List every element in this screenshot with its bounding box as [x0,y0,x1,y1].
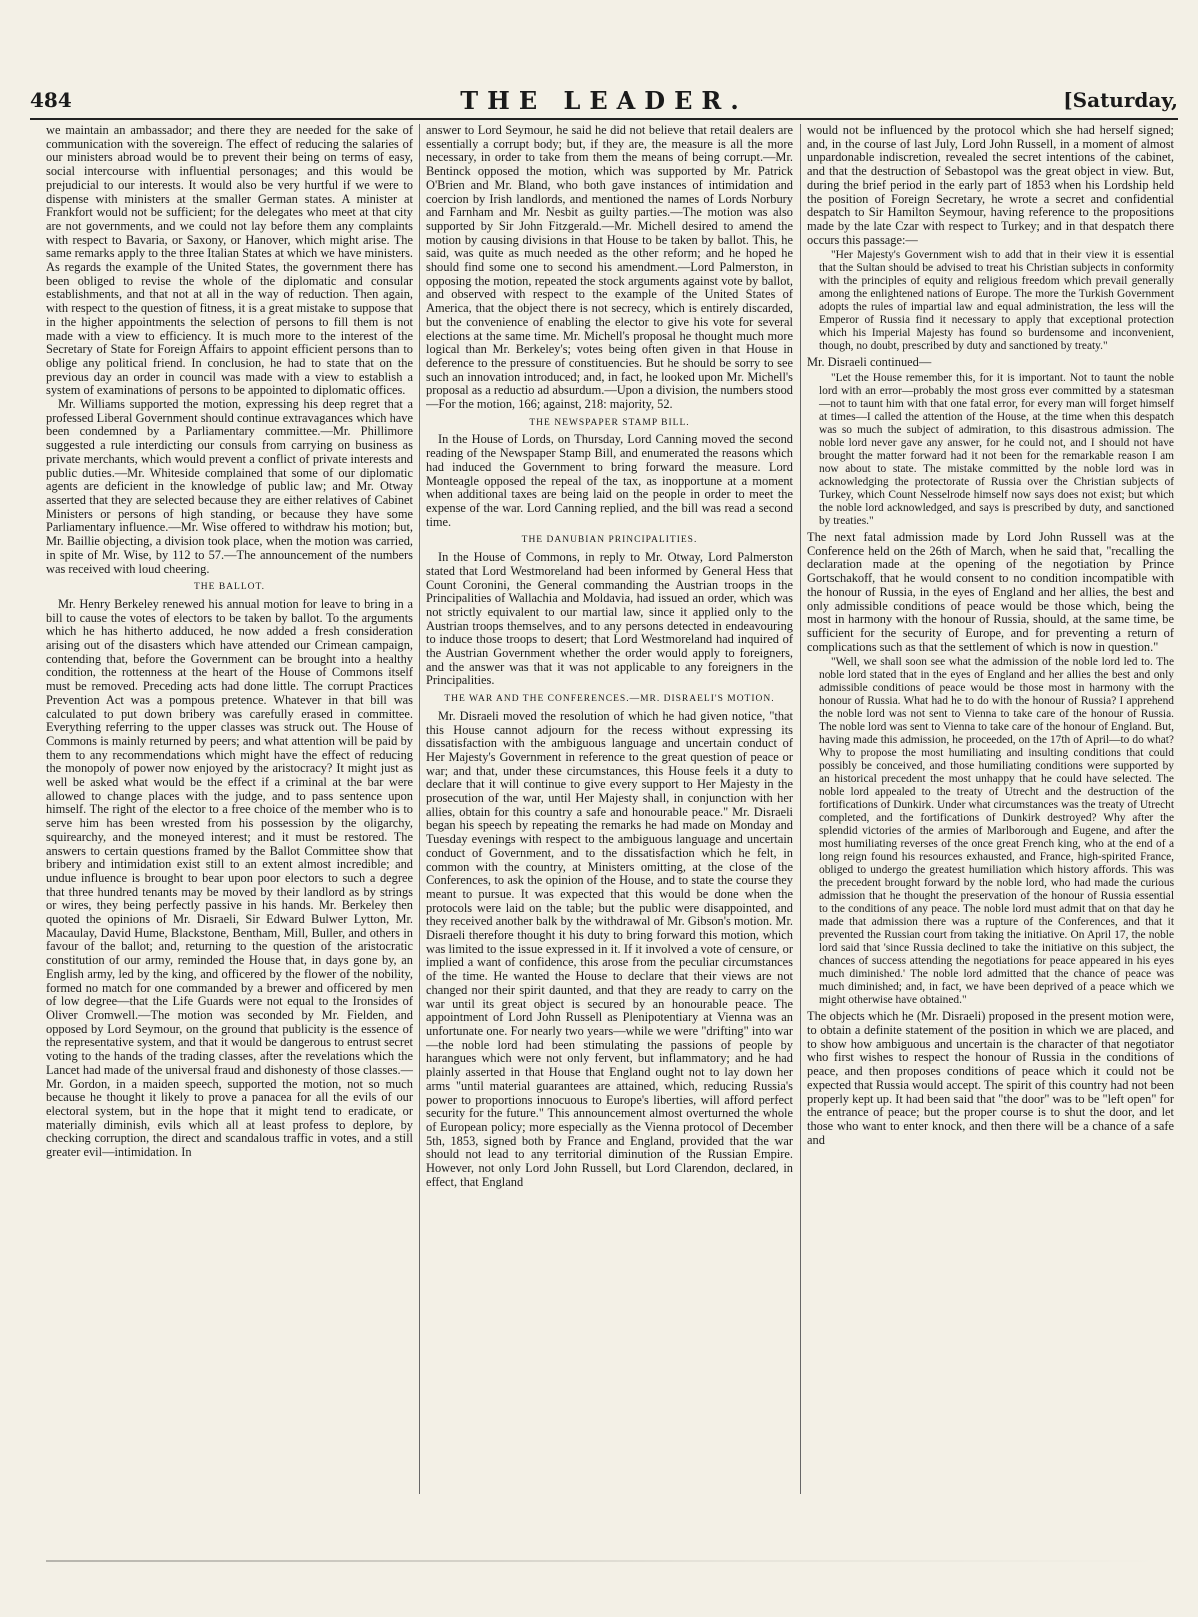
paragraph: The objects which he (Mr. Disraeli) proposed in the present motion were, to obtain a definite statement of the position in which we are placed, and to show how ambiguous and uncertain is the character of that negotiator who first wishes to respect the honour of Russia in the conditions of peace, and then proposes conditions of peace which it could not be expected that Russia would accept. The spirit of this country had not been properly kept up. It had been said that "the door" was to be "left open" for the entrance of peace; but the proper course is to shut the door, and let those who want to enter knock, and then there will be a chance of a safe and [807,1009,1174,1147]
masthead [30,84,1178,120]
column-3 [807,124,1174,1494]
paragraph: In the House of Commons, in reply to Mr. Otway, Lord Palmerston stated that Lord Westmoreland had been informed by General Hess that Count Coronini, the General commanding the Austrian troops in the Principalities of Wallachia and Moldavia, had issued an order, which was not strictly equivalent to our martial law, since it applied only to the Austrian troops themselves, and to any persons detected in endeavouring to induce those troops to desert; that Lord Westmoreland had inquired of the Austrian Government whether the order would apply to foreigners, and the answer was that it was not applicable to any foreigners in the Principalities. [426,550,793,688]
section-heading-ballot: THE BALLOT. [194,582,265,593]
column-rule [800,124,801,1494]
paragraph: Mr. Disraeli moved the resolution of which he had given notice, "that this House cannot adjourn for the recess without expressing its dissatisfaction with the ambiguous language and uncertain conduct of Her Majesty's Government in reference to the great question of peace or war; and that, under these circumstances, this House feels it a duty to declare that it will continue to give every support to Her Majesty in the prosecution of the war, until Her Majesty shall, in conjunction with her allies, obtain for this country a safe and honourable peace." Mr. Disraeli began his speech by repeating the remarks he had made on Monday and Tuesday evenings with respect to the ambiguous language and uncertain conduct of Government, and to the dissatisfaction which he felt, in common with the country, at Ministers omitting, at the close of the Conferences, to ask the opinion of the House, and to state the course they meant to pursue. It was expected that this would be done when the protocols were laid on the table; but the public were disappointed, and they received another balk by the withdrawal of Mr. Gibson's motion. Mr. Disraeli therefore thought it his duty to bring forward this motion, which was limited to the issue expressed in it. If it involved a vote of censure, or implied a want of confidence, this arose from the peculiar circumstances of the time. He wanted the House to declare that their views are not changed nor their spirit daunted, and that they are ready to carry on the war until its great object is secured by an honourable peace. The appointment of Lord John Russell as Plenipotentiary at Vienna was an unfortunate one. For nearly two years—while we were "drifting" into war—the noble lord had been stimulating the passions of people by harangues which were not only fervent, but inflammatory; and he had plainly asserted in that House that England ought not to lay down her arms "until material guarantees are attained, which, reducing Russia's power to proportions innocuous to Europe's liberties, will afford perfect security for the future." This announcement almost overturned the whole of European policy; more especially as the Vienna protocol of December 5th, 1853, signed both by France and England, provided that the war should not lead to any territorial diminution of the Russian Empire. However, not only Lord John Russell, but Lord Clarendon, declared, in effect, that England [426,708,793,1189]
paragraph: In the House of Lords, on Thursday, Lord Canning moved the second reading of the Newspaper Stamp Bill, and enumerated the reasons which had induced the Government to bring forward the measure. Lord Monteagle opposed the repeal of the tax, as inopportune at a moment when additional taxes are being laid on the people in order to meet the expense of the war. Lord Canning replied, and the bill was read a second time. [426,432,793,529]
paragraph: The next fatal admission made by Lord John Russell was at the Conference held on the 26th of March, when he said that, "recalling the declaration made at the opening of the negotiation by Prince Gortschakoff, that he would consent to no condition incompatible with the honour of Russia, in the eyes of England and her allies, the best and only admissible conditions of peace would be those which, being the most in harmony with the honour of Russia, should, at the same time, be sufficient for the security of Europe, and for preventing a return of complications such as that the settlement of which is now in question." [807,530,1174,654]
paragraph: Mr. Williams supported the motion, expressing his deep regret that a professed Liberal Government should continue extravagances which have been condemned by a Parliamentary committee.—Mr. Phillimore suggested a rule interdicting our consuls from carrying on business as private merchants, which would prevent a conflict of private interests and public duties.—Mr. Whiteside complained that some of our diplomatic agents are deficient in the knowledge of public law; and Mr. Otway asserted that they are selected because they are either relatives of Cabinet Ministers or persons of high standing, or because they have some Parliamentary influence.—Mr. Wise offered to withdraw his motion; but, Mr. Baillie objecting, a division took place, when the motion was carried, in spite of Mr. Wise, by 112 to 57.—The announcement of the numbers was received with loud cheering. [46,397,413,576]
quotation: "Let the House remember this, for it is important. Not to taunt the noble lord with an error—probably the most gross ever committed by a statesman—not to taunt him with that one fatal error, for every man will forget himself at times—I called the attention of the House, at the time when this despatch was so much the subject of admiration, to this disastrous admission. The noble lord never gave any answer, for he could not, and I should not have brought the matter forward had it not been for the remarkable reason I am now about to state. The mistake committed by the noble lord was in acknowledging the protectorate of Russia over the Christian subjects of Turkey, which Count Nesselrode himself now says does not exist; but which the noble lord acknowledged, and says is prescribed by duty, and sanctioned by treaties." [819,372,1174,528]
section-heading-war-and-conferences: THE WAR AND THE CONFERENCES.—MR. DISRAELI'S MOTION. [444,694,775,705]
paragraph: would not be influenced by the protocol which she had herself signed; and, in the course of last July, Lord John Russell, in a moment of almost unpardonable indiscretion, revealed the secret intentions of the cabinet, and that the destruction of Sebastopol was the great object in view. But, during the brief period in the early part of 1853 when his Lordship held the position of Foreign Secretary, he wrote a secret and confidential despatch to Sir Hamilton Seymour, having reference to the propositions made by the late Czar with respect to Turkey; and in that despatch there occurs this passage:— [807,124,1174,247]
page-smudge [46,1560,1166,1562]
section-heading-newspaper-stamp-bill: THE NEWSPAPER STAMP BILL. [529,417,690,428]
page-number: 484 [30,88,72,112]
newspaper-title: THE LEADER. [460,86,748,115]
section-heading-danubian-principalities: THE DANUBIAN PRINCIPALITIES. [521,535,698,546]
paragraph: we maintain an ambassador; and there they are needed for the sake of communication with the sovereign. The effect of reducing the salaries of our ministers abroad would be to prevent their being on terms of easy, social intercourse with influential personages; and this would be prejudicial to our interests. It would also be very hurtful if we were to dispense with ministers at the smaller German states. A minister at Frankfort would not be sufficient; for the delegates who meet at that city are not governments, and we could not lay before them any complaints with respect to Bavaria, or Saxony, or Hanover, which might arise. The same remarks apply to the three Italian States at which we have ministers. As regards the example of the United States, the government there has been obliged to revise the whole of the diplomatic and consular establishments, and that not at all in the way of reduction. Then again, with respect to the question of fitness, it is a great mistake to suppose that in the higher appointments the selection of persons to fill them is not made with a view to efficiency. It is much more to the interest of the Secretary of State for Foreign Affairs to appoint efficient persons than to oblige any political friend. In conclusion, he had to state that on the previous day an order in council was made with a view to establish a system of examinations of persons to be appointed to diplomatic offices. [46,124,413,398]
column-1 [46,124,413,1494]
quotation: "Her Majesty's Government wish to add that in their view it is essential that the Sultan should be advised to treat his Christian subjects in conformity with the principles of equity and religious freedom which prevail generally among the enlightened nations of Europe. The more the Turkish Government adopts the rules of impartial law and equal administration, the less will the Emperor of Russia find it necessary to apply that exceptional protection which his Imperial Majesty has found so burdensome and inconvenient, though, no doubt, prescribed by duty and sanctioned by treaty." [819,249,1174,353]
quotation: "Well, we shall soon see what the admission of the noble lord led to. The noble lord stated that in the eyes of England and her allies the best and only admissible conditions of peace would be those most in harmony with the honour of Russia. What had he to do with the honour of Russia? I apprehend the noble lord was not sent to Vienna to take care of the honour of Russia. The noble lord was sent to Vienna to take care of the honour of England. But, having made this admission, he proceeded, on the 17th of April—to do what? Why to propose the most humiliating and insulting conditions that could possibly be conceived, and those humiliating conditions were supported by an historical precedent the most unhappy that he could have selected. The noble lord appealed to the treaty of Utrecht and the destruction of the fortifications of Dunkirk. Under what circumstances was the treaty of Utrecht completed, and the fortifications of Dunkirk destroyed? Why after the splendid victories of the armies of Marlborough and Eugene, and after the most humiliating reverses of the once great French king, who at the end of a long reign found his resources exhausted, and France, high-spirited France, obliged to undergo the greatest humiliation which history affords. This was the precedent brought forward by the noble lord, who had made the curious admission that he thought the preservation of the honour of Russia essential to the conditions of any peace. The noble lord must admit that on that day he made that admission there was a rupture of the Conferences, and that it prevented the Russian court from taking the initiative. On April 17, the noble lord said that 'since Russia declined to take the initiative on this subject, the chances of success attending the negotiations for peace appeared in his eyes much diminished.' The noble lord admitted that the chance of peace was much diminished; and, in fact, we have been deprived of a peace which we might otherwise have obtained." [819,656,1174,1007]
paragraph: Mr. Disraeli continued— [807,355,932,370]
paragraph: Mr. Henry Berkeley renewed his annual motion for leave to bring in a bill to cause the votes of electors to be taken by ballot. To the arguments which he has hitherto adduced, he now added a fresh consideration arising out of the disasters which have attended our Crimean campaign, contending that, before the Government can be brought into a healthy condition, the rottenness at the heart of the House of Commons itself must be removed. Preceding acts had done little. The corrupt Practices Prevention Act was a pompous pretence. Whatever in that bill was calculated to put down bribery was carefully erased in committee. Everything referring to the upper classes was struck out. The House of Commons is mainly returned by peers; and what attention will be paid by them to any recommendations which might have the effect of reducing the monopoly of power now enjoyed by the aristocracy? It might just as well be asked what would be the effect if a criminal at the bar were allowed to change places with the judge, and to pass sentence upon himself. The right of the elector to a free choice of the member who is to serve him has been wrested from his possession by the oligarchy, squirearchy, and the moneyed interest; and it must be restored. The answers to certain questions framed by the Ballot Committee show that bribery and intimidation exist still to an extent almost incredible; and undue influence is brought to bear upon poor electors to such a degree that three hundred tenants may be moved by their landlord as by strings or wires, they being perfectly passive in his hands. Mr. Berkeley then quoted the opinions of Mr. Disraeli, Sir Edward Bulwer Lytton, Mr. Macaulay, David Hume, Blackstone, Bentham, Mill, Buller, and others in favour of the ballot; and, returning to the question of the aristocratic constitution of our army, reminded the House that, in days gone by, an English army, led by the king, and officered by the flower of the nobility, formed no match for one commanded by a brewer and officered by men of low degree—that the Life Guards were not equal to the Ironsides of Oliver Cromwell.—The motion was seconded by Mr. Fielden, and opposed by Lord Seymour, on the ground that publicity is the essence of the representative system, and that it would be dangerous to entrust secret voting to the hands of the trading classes, after the revelations which the Lancet had made of the universal fraud and dishonesty of those classes.—Mr. Gordon, in a maiden speech, supported the motion, not so much because he thought it likely to prove a panacea for all the evils of our electoral system, but in the hope that it might tend to eradicate, or materially diminish, evils which all at least profess to deplore, by checking corruption, the direct and scandalous traffic in votes, and a still greater evil—intimidation. In [46,596,413,1160]
column-2 [426,124,793,1494]
column-rule [419,124,420,1494]
paragraph: answer to Lord Seymour, he said he did not believe that retail dealers are essentially a corrupt body; but, if they are, the measure is all the more necessary, in order to take from them the means of being corrupt.—Mr. Bentinck opposed the motion, which was supported by Mr. Patrick O'Brien and Mr. Bland, who both gave instances of intimidation and coercion by Irish landlords, and mentioned the names of Lords Norbury and Farnham and Mr. Nesbit as guilty parties.—The motion was also supported by Sir John Fitzgerald.—Mr. Michell desired to amend the motion by causing divisions in that House to be taken by ballot. This, he said, was quite as much needed as the other reform; and he hoped he should find some one to second his amendment.—Lord Palmerston, in opposing the motion, repeated the stock arguments against vote by ballot, and observed with respect to the example of the United States of America, that the object there is not secrecy, which is entirely discarded, but the convenience of enabling the elector to give his vote for several elections at the same time. Mr. Michell's proposal he thought much more logical than Mr. Berkeley's; votes being often given in that House in deference to the pressure of constituencies. But he should be sorry to see such an innovation introduced; and, in fact, he looked upon Mr. Michell's proposal as a reductio ad absurdum.—Upon a division, the numbers stood—For the motion, 166; against, 218: majority, 52. [426,124,793,412]
issue-day: [Saturday, [1063,88,1178,112]
